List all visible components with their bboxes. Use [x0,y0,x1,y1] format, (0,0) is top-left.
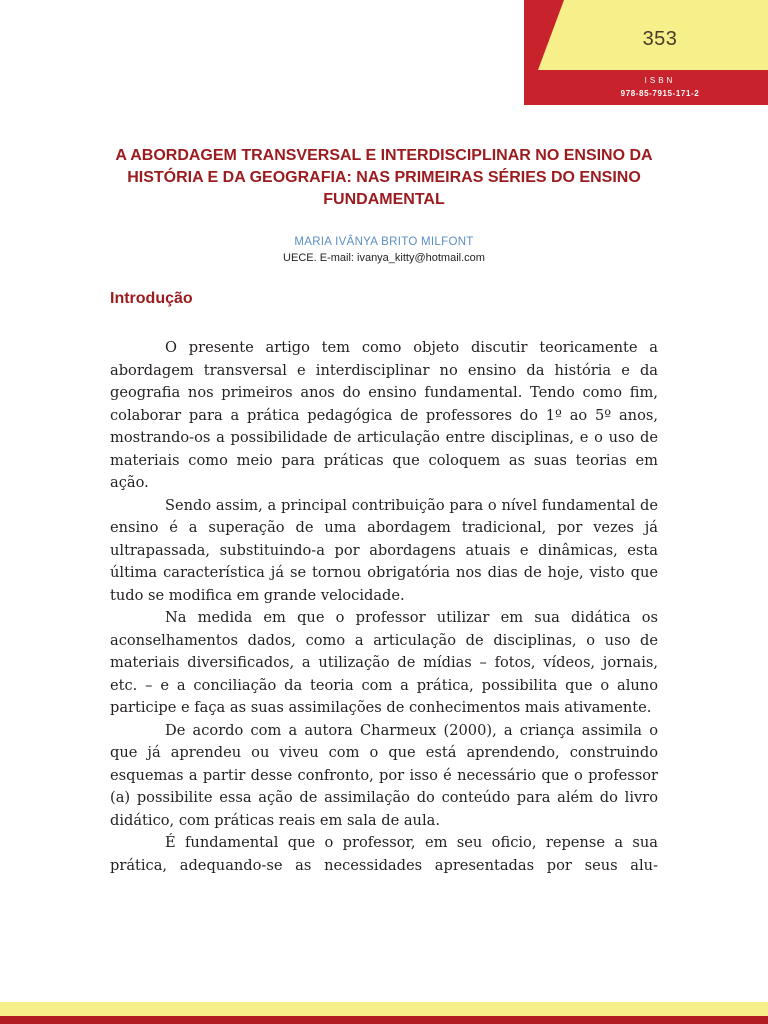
section-heading: Introdução [110,290,193,307]
body-text [110,337,658,877]
paragraph: Na medida em que o professor utilizar em sua didática os aconselhamentos dados, como a articulação de disciplinas, o uso de materiais diversificados, a utilização de mídias – fotos, vídeos, jornais, etc. – e a conciliação da teoria com a prática, possibilita que o aluno participe e faça as suas assimilações de conhecimentos mais ativamente. [110,609,658,716]
paragraph: É fundamental que o professor, em seu oficio, repense a sua prática, adequando-se as necessidades apresentadas por seus alu- [110,834,658,874]
footer-band-red [0,1016,768,1024]
page-number: 353 [642,28,678,50]
isbn-label: ISBN [644,76,676,85]
paragraph: De acordo com a autora Charmeux (2000), a criança assimila o que já aprendeu ou viveu com o que está aprendendo, construindo esquemas a partir desse confronto, por isso é necessário que o professor (a) possibilite essa ação de assimilação do conteúdo para além do livro didático, com práticas reais em sala de aula. [110,721,658,829]
paragraph: O presente artigo tem como objeto discutir teoricamente a abordagem transversal e interdisciplinar no ensino da história e da geografia nos primeiros anos do ensino fundamental. Tendo como fim, colaborar para a prática pedagógica de professores do 1º ao 5º anos, mostrando-os a possibilidade de articulação entre disciplinas, e o uso de materiais como meio para práticas que coloquem as suas teorias em ação. [110,339,658,491]
paragraph: Sendo assim, a principal contribuição para o nível fundamental de ensino é a superação de uma abordagem tradicional, por vezes já ultrapassada, substituindo-a por abordagens atuais e dinâmicas, esta última característica já se tornou obrigatória nos dias de hoje, visto que tudo se modifica em grande velocidade. [110,496,658,604]
author-affiliation: UECE. E-mail: ivanya_kitty@hotmail.com [283,252,485,264]
isbn-number: 978-85-7915-171-2 [620,89,700,98]
footer-band-yellow [0,1002,768,1016]
author-name: MARIA IVÂNYA BRITO MILFONT [294,236,474,248]
article-title: A ABORDAGEM TRANSVERSAL E INTERDISCIPLINAR NO ENSINO DA HISTÓRIA E DA GEOGRAFIA: NAS PRIMEIRAS SÉRIES DO ENSINO FUNDAMENTAL [115,147,653,208]
